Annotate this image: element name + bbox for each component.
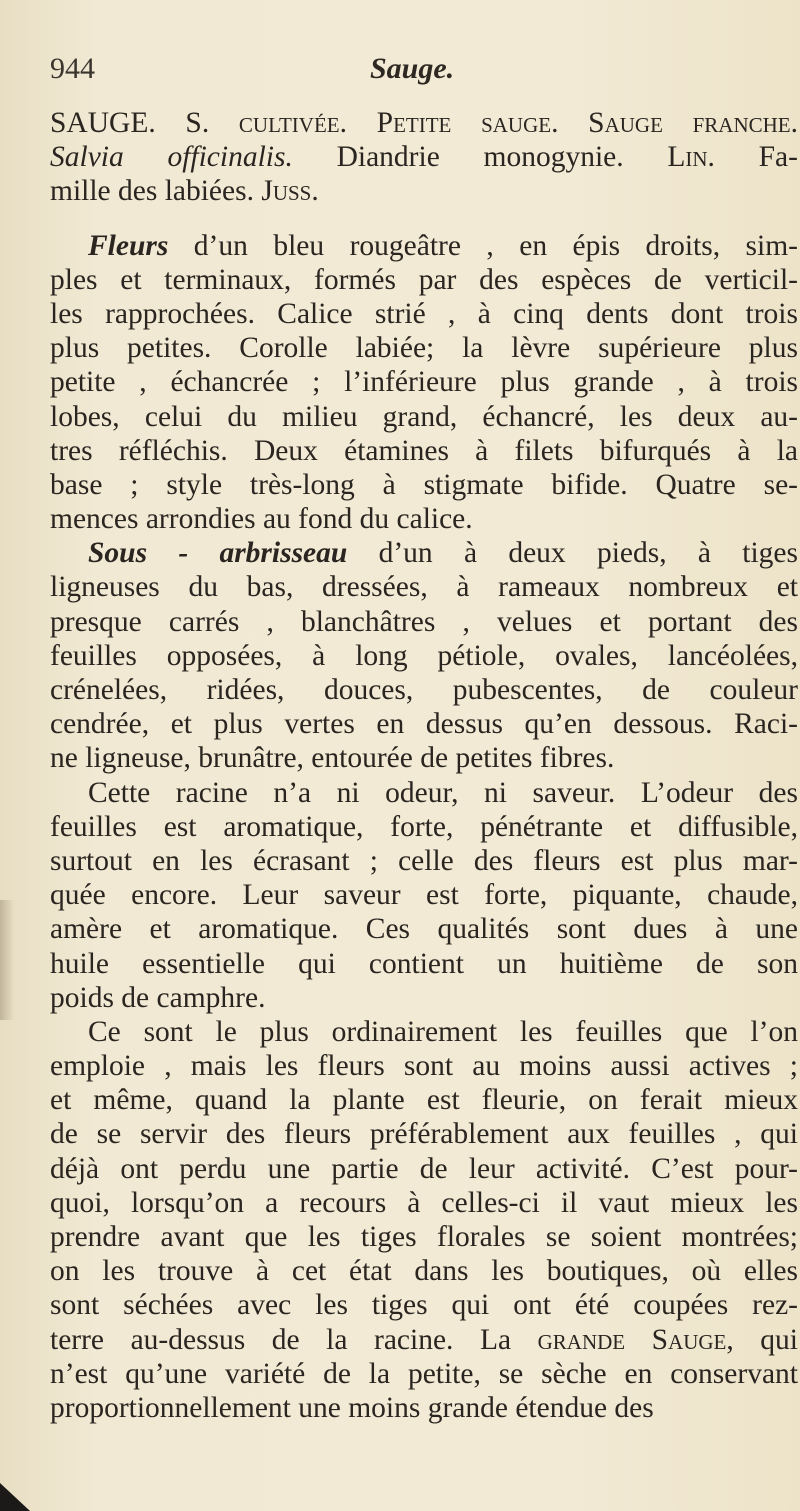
- text-line: [50, 878, 798, 912]
- text-line: [50, 365, 798, 399]
- text-line: [50, 741, 798, 775]
- entry-heading: [50, 106, 798, 209]
- text-line: [50, 1117, 798, 1151]
- text-line: [50, 536, 798, 570]
- text-line: [50, 297, 798, 331]
- italic-text: Salvia officinalis.: [50, 141, 293, 174]
- text-line: [50, 776, 798, 810]
- text-run: poids de camphre.: [50, 981, 266, 1014]
- text-line: [50, 502, 798, 536]
- text-line: [50, 981, 798, 1015]
- bold-italic-term: Sous - arbrisseau: [88, 537, 348, 570]
- text-run: tres réfléchis. Deux étamines à filets bifurqués à la: [50, 434, 798, 467]
- text-run: quoi, lorsqu’on a recours à celles-ci il vaut mieux les: [50, 1186, 798, 1219]
- text-line: [50, 434, 798, 468]
- text-run: feuilles est aromatique, forte, pénétrante et diffusible,: [50, 810, 798, 843]
- text-line: [50, 707, 798, 741]
- small-caps-text: Lin.: [667, 141, 715, 174]
- text-run: Cette racine n’a ni odeur, ni saveur. L’odeur des: [88, 776, 798, 809]
- text-run: qui: [733, 1323, 798, 1356]
- text-line: [50, 1323, 798, 1357]
- text-line: [50, 570, 798, 604]
- small-caps-text: cultivée. Petite sauge. Sauge franche.: [238, 107, 798, 139]
- text-run: et même, quand la plante est fleurie, on ferait mieux: [50, 1084, 798, 1117]
- text-run: n’est qu’une variété de la petite, se sèche en conservant: [50, 1357, 798, 1390]
- text-run: huile essentielle qui contient un huitième de son: [50, 947, 798, 980]
- text-line: [50, 947, 798, 981]
- text-run: plus petites. Corolle labiée; la lèvre supérieure plus: [50, 332, 798, 365]
- text-line: [50, 1391, 798, 1425]
- paragraph-3: [50, 776, 798, 1015]
- text-run: petite , échancrée ; l’inférieure plus grande , à trois: [50, 366, 798, 399]
- text-run: Ce sont le plus ordinairement les feuilles que l’on: [88, 1015, 798, 1048]
- page-corner-mark: [0, 1483, 30, 1511]
- running-title: Sauge.: [370, 52, 455, 85]
- text-line: [50, 174, 798, 208]
- text-run: d’un à deux pieds, à tiges: [347, 537, 798, 570]
- text-line: [50, 263, 798, 297]
- text-run: ples et terminaux, formés par des espèces de verticil-: [50, 263, 798, 296]
- text-run: d’un bleu rougeâtre , en épis droits, sim-: [168, 229, 798, 262]
- text-line: [50, 605, 798, 639]
- text-run: prendre avant que les tiges florales se soient montrées;: [50, 1221, 798, 1253]
- text-run: les rapprochées. Calice strié , à cinq dents dont trois: [50, 297, 798, 330]
- text-run: mille des labiées.: [50, 175, 262, 208]
- running-head: [50, 52, 770, 92]
- text-run: SAUGE. S.: [50, 107, 239, 139]
- small-caps-text: grande Sauge,: [537, 1323, 734, 1356]
- text-line: [50, 1288, 798, 1322]
- page-number: 944: [50, 52, 95, 85]
- text-run: amère et aromatique. Ces qualités sont dues à une: [50, 913, 798, 946]
- text-run: déjà ont perdu une partie de leur activité. C’est pour-: [50, 1152, 798, 1185]
- bold-italic-term: Fleurs: [88, 229, 169, 262]
- page-edge-shadow: [0, 900, 14, 1020]
- text-line: [50, 331, 798, 365]
- text-run: terre au-dessus de la racine. La: [50, 1323, 538, 1356]
- text-run: Fa-: [714, 141, 798, 174]
- text-line: [50, 912, 798, 946]
- text-line: [50, 1083, 798, 1117]
- text-run: emploie , mais les fleurs sont au moins aussi actives ;: [50, 1050, 798, 1083]
- text-run: Diandrie monogynie.: [292, 141, 668, 174]
- text-run: sont séchées avec les tiges qui ont été coupées rez-: [50, 1289, 798, 1322]
- text-run: de se servir des fleurs préférablement aux feuilles , qui: [50, 1118, 798, 1151]
- text-line: [50, 1254, 798, 1288]
- text-run: mences arrondies au fond du calice.: [50, 503, 473, 536]
- text-line: [50, 1049, 798, 1083]
- text-line: [50, 1220, 798, 1254]
- text-line: [50, 140, 798, 174]
- body-text: [50, 106, 798, 1425]
- text-line: [50, 229, 798, 263]
- text-line: [50, 844, 798, 878]
- text-run: surtout en les écrasant ; celle des fleurs est plus mar-: [50, 844, 798, 877]
- small-caps-text: Juss.: [261, 175, 319, 208]
- text-run: presque carrés , blanchâtres , velues et portant des: [50, 605, 798, 638]
- text-line: [50, 1186, 798, 1220]
- text-line: [50, 1152, 798, 1186]
- text-run: cendrée, et plus vertes en dessus qu’en dessous. Raci-: [50, 708, 798, 741]
- text-line: [50, 810, 798, 844]
- text-line: [50, 639, 798, 673]
- text-run: feuilles opposées, à long pétiole, ovales, lancéolées,: [50, 639, 798, 672]
- text-line: [50, 1015, 798, 1049]
- paragraph-1: [50, 229, 798, 537]
- text-run: crénelées, ridées, douces, pubescentes, de couleur: [50, 674, 798, 706]
- text-line: [50, 1357, 798, 1391]
- paragraph-gap: [50, 209, 798, 229]
- text-line: [50, 106, 798, 140]
- text-run: ne ligneuse, brunâtre, entourée de petites fibres.: [50, 742, 615, 775]
- text-run: base ; style très-long à stigmate bifide. Quatre se-: [50, 468, 798, 501]
- paragraph-4: [50, 1015, 798, 1425]
- text-run: lobes, celui du milieu grand, échancré, les deux au-: [50, 400, 798, 433]
- text-run: on les trouve à cet état dans les boutiques, où elles: [50, 1255, 798, 1288]
- text-run: proportionnellement une moins grande étendue des: [50, 1391, 654, 1424]
- text-run: ligneuses du bas, dressées, à rameaux nombreux et: [50, 571, 798, 604]
- text-line: [50, 400, 798, 434]
- text-line: [50, 468, 798, 502]
- text-run: quée encore. Leur saveur est forte, piquante, chaude,: [50, 879, 798, 912]
- text-line: [50, 673, 798, 707]
- paragraph-2: [50, 536, 798, 775]
